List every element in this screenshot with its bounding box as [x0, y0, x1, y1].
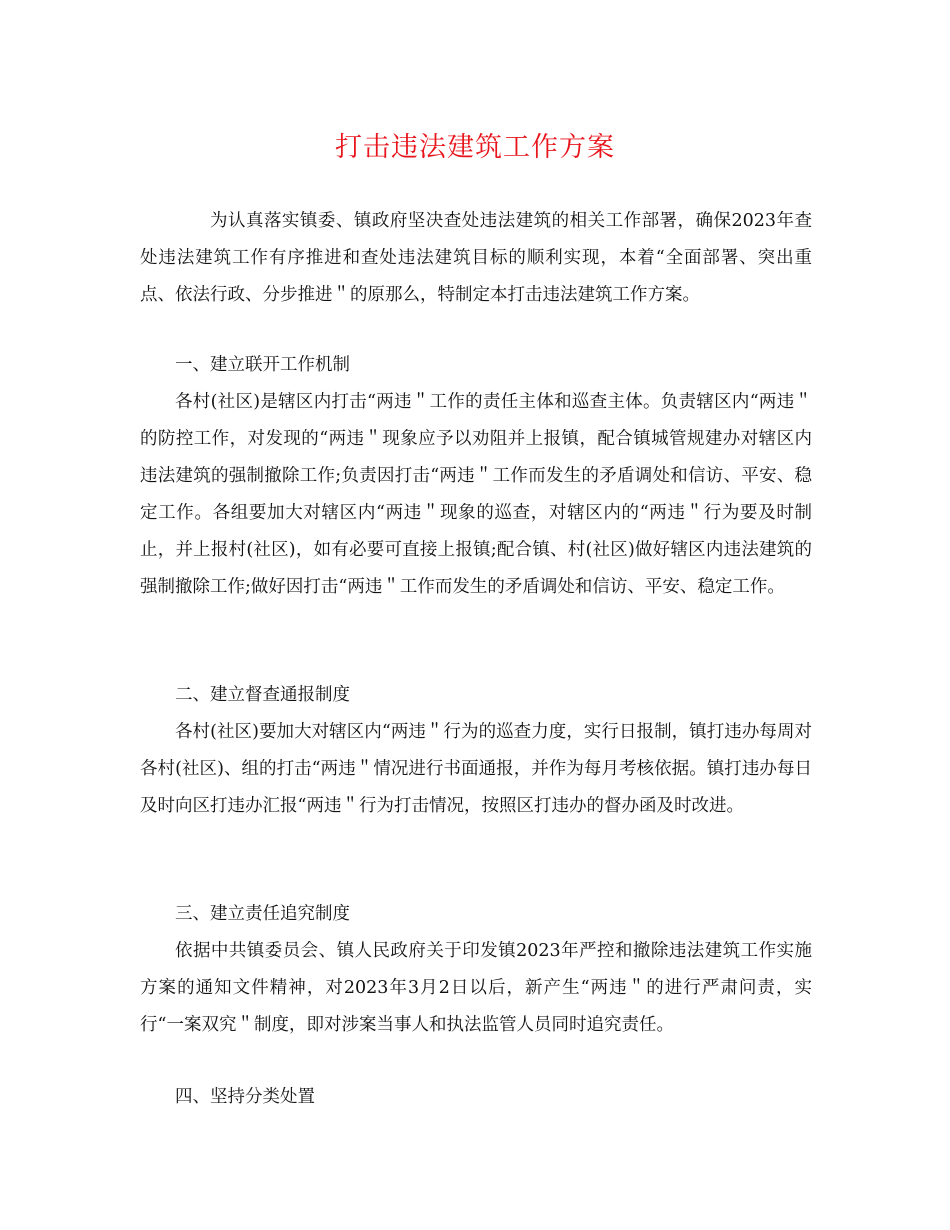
section-heading-2: 二、建立督查通报制度	[175, 685, 350, 705]
section-heading-1: 一、建立联开工作机制	[175, 355, 350, 375]
section-heading-4: 四、坚持分类处置	[175, 1087, 315, 1107]
section-body-1: 各村(社区)是辖区内打击“两违＂工作的责任主体和巡查主体。负责辖区内“两违＂的防控工作，对发现的“两违＂现象应予以劝阻并上报镇，配合镇城管规建办对辖区内违法建筑的强制撤除工作;负责因打击“两违＂工作而发生的矛盾调处和信访、平安、稳定工作。各组要加大对辖区内“两违＂现象的巡查，对辖区内的“两违＂行为要及时制止，并上报村(社区)，如有必要可直接上报镇;配合镇、村(社区)做好辖区内违法建筑的强制撤除工作;做好因打击“两违＂工作而发生的矛盾调处和信访、平安、稳定工作。	[140, 392, 812, 597]
intro-paragraph: 为认真落实镇委、镇政府坚决查处违法建筑的相关工作部署，确保2023年查处违法建筑工作有序推进和查处违法建筑目标的顺利实现，本着“全面部署、突出重点、依法行政、分步推进＂的原那么，特制定本打击违法建筑工作方案。	[140, 211, 812, 305]
section-body-2: 各村(社区)要加大对辖区内“两违＂行为的巡查力度，实行日报制，镇打违办每周对各村(社区)、组的打击“两违＂情况进行书面通报，并作为每月考核依据。镇打违办每日及时向区打违办汇报“两违＂行为打击情况，按照区打违办的督办函及时改进。	[140, 722, 812, 816]
document-title: 打击违法建筑工作方案	[335, 132, 615, 163]
section-heading-3: 三、建立责任追究制度	[175, 904, 350, 924]
section-body-3: 依据中共镇委员会、镇人民政府关于印发镇2023年严控和撤除违法建筑工作实施方案的通知文件精神，对2023年3月2日以后，新产生“两违＂的进行严肃问责，实行“一案双究＂制度，即对涉案当事人和执法监管人员同时追究责任。	[140, 941, 812, 1035]
